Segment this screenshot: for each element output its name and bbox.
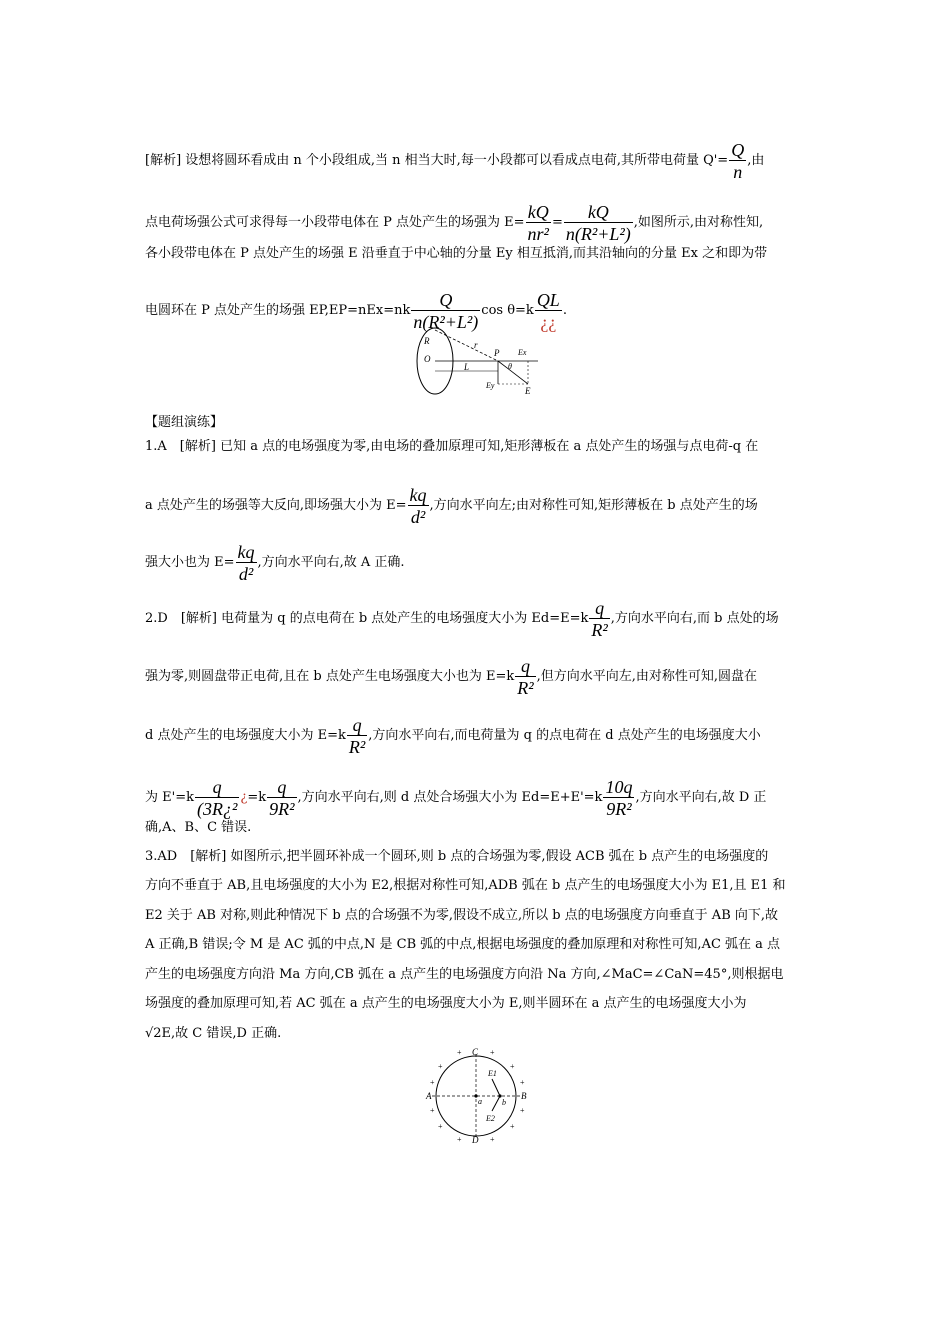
fraction-q-over-n (729, 140, 746, 183)
garbled-glyph: ¿ (240, 790, 248, 805)
q1-line3-text: 强大小也为 E= (145, 555, 235, 570)
q2-line4-end: ,方向水平向右,故 D 正 (635, 790, 767, 805)
frac-num: q (267, 777, 296, 798)
para1-line2-end: ,如图所示,由对称性知, (633, 215, 764, 230)
fig2-label-b: b (502, 1098, 506, 1107)
plus-sign: + (457, 1135, 462, 1143)
q1-line3 (145, 542, 405, 585)
q3-line6: 场强度的叠加原理可知,若 AC 弧在 a 点产生的电场强度大小为 E,则半圆环在 a 点产生的电场强度大小为 (145, 996, 747, 1011)
fig2-label-d: D (472, 1135, 479, 1143)
q2-line4-text: 为 E'=k (145, 790, 194, 805)
para1-line4-end: . (562, 303, 567, 318)
q2-line2-end: ,但方向水平向左,由对称性可知,圆盘在 (536, 669, 758, 684)
plus-sign: + (438, 1062, 443, 1071)
frac-den: d² (238, 564, 254, 584)
fig1-label-r: r (474, 340, 478, 350)
fraction-q-over-r2 (589, 598, 609, 641)
para1-line1-end: ,由 (747, 153, 765, 168)
fig2-label-e1: E1 (488, 1069, 497, 1078)
q3-line4: A 正确,B 错误;令 M 是 AC 弧的中点,N 是 CB 弧的中点,根据电场强度的叠加原理和对称性可知,AC 弧在 a 点 (145, 937, 781, 952)
q3-line5: 产生的电场强度方向沿 Ma 方向,CB 弧在 a 点产生的电场强度方向沿 Na 方向,∠MaC=∠CaN=45°,则根据电 (145, 967, 784, 982)
frac-num: kq (237, 542, 255, 562)
fig1-label-e: E (525, 386, 531, 396)
fig1-label-ex: Ex (518, 348, 527, 357)
plus-sign: + (490, 1135, 495, 1143)
frac-num: q (347, 715, 367, 736)
plus-sign: + (510, 1122, 515, 1131)
frac-num: QL (536, 290, 560, 310)
para1-line2: 点电荷场强公式可求得每一小段带电体在 P 点处产生的场强为 E= $\frac{kQ}{\text{nr²}}$ = $\frac{kQ}{\text{n(R²+L²)}}$ ,如图所示,由对称性知, (145, 202, 764, 244)
q3-line7: √2E,故 C 错误,D 正确. (145, 1026, 282, 1041)
frac-num: q (515, 656, 535, 677)
fig1-label-o: O (424, 354, 431, 364)
plus-sign: + (510, 1062, 515, 1071)
fig1-label-r-radius: R (424, 336, 430, 346)
plus-sign: + (457, 1048, 462, 1057)
frac-den: d² (410, 507, 426, 527)
fraction-kq-over-nrl (564, 202, 633, 245)
fig2-label-e2: E2 (486, 1114, 495, 1123)
q2-line1-text: 2.D [解析] 电荷量为 q 的点电荷在 b 点处产生的电场强度大小为 Ed=E=k (145, 611, 589, 626)
frac-num: Q (731, 140, 745, 160)
ring-field-diagram (410, 326, 540, 396)
q2-line3 (145, 715, 761, 758)
frac-den: R² (517, 678, 534, 698)
frac-den: n(R²+L²) (413, 312, 479, 332)
q3-line3: E2 关于 AB 对称,则此种情况下 b 点的合场强不为零,假设不成立,所以 b 点的电场强度方向垂直于 AB 向下,故 (145, 908, 779, 923)
plus-sign: + (438, 1122, 443, 1131)
para1-line4-text: 电圆环在 P 点处产生的场强 EP,EP=nEx=nk (145, 303, 411, 318)
q3-line1: 3.AD [解析] 如图所示,把半圆环补成一个圆环,则 b 点的合场强为零,假设 ACB 弧在 b 点产生的电场强度的 (145, 849, 769, 864)
frac-num: q (195, 777, 239, 798)
fraction-q-over-r2 (347, 715, 367, 758)
plus-sign: + (490, 1048, 495, 1057)
plus-sign: + (520, 1106, 525, 1115)
fraction-q-over-3r2 (195, 777, 239, 820)
q2-line3-end: ,方向水平向右,而电荷量为 q 的点电荷在 d 点处产生的电场强度大小 (368, 728, 761, 743)
fig2-label-a: a (478, 1097, 482, 1106)
fig2-label-b-upper: B (521, 1091, 527, 1101)
q1-line2-text: a 点处产生的场强等大反向,即场强大小为 E= (145, 498, 407, 513)
para1-line1-text: [解析] 设想将圆环看成由 n 个小段组成,当 n 相当大时,每一小段都可以看成点电荷,其所带电荷量 Q'= (145, 153, 729, 168)
plus-sign: + (430, 1078, 435, 1087)
fraction-q-over-9r2 (267, 777, 296, 820)
para1-line4-mid: cos θ=k (481, 303, 534, 318)
q1-line1: 1.A [解析] 已知 a 点的电场强度为零,由电场的叠加原理可知,矩形薄板在 a 点处产生的场强与点电荷-q 在 (145, 439, 759, 454)
frac-den: nr² (527, 224, 549, 244)
frac-num: Q (411, 290, 480, 311)
frac-den: (3R¿² (196, 799, 238, 819)
q2-line4-mid: =k (247, 790, 267, 805)
charged-ring-diagram (424, 1047, 534, 1143)
q2-line2 (145, 656, 757, 699)
fraction-kq-over-d2 (408, 485, 429, 528)
frac-den: 9R² (269, 799, 295, 819)
q2-line4-mid2: ,方向水平向右,则 d 点处合场强大小为 Ed=E+E'=k (297, 790, 603, 805)
fig1-label-p: P (494, 348, 500, 358)
frac-den: n(R²+L²) (565, 224, 631, 244)
frac-num: q (589, 598, 609, 619)
frac-den: 9R² (606, 799, 632, 819)
q2-line5: 确,A、B、C 错误. (145, 820, 252, 835)
para1-line3: 各小段带电体在 P 点处产生的场强 E 沿垂直于中心轴的分量 Ey 相互抵消,而其沿轴向的分量 Ex 之和即为带 (145, 246, 768, 261)
fraction-10q-over-9r2 (603, 777, 634, 820)
fig2-label-a-upper: A (426, 1091, 432, 1101)
fig2-label-c: C (472, 1047, 479, 1057)
para1-line2-text: 点电荷场强公式可求得每一小段带电体在 P 点处产生的场强为 E= (145, 215, 525, 230)
fraction-kq-over-nr2 (526, 202, 551, 245)
plus-sign: + (430, 1106, 435, 1115)
q1-line2-end: ,方向水平向左;由对称性可知,矩形薄板在 b 点处产生的场 (429, 498, 758, 513)
q2-line3-text: d 点处产生的电场强度大小为 E=k (145, 728, 346, 743)
frac-den: ¿¿ (540, 312, 557, 332)
q1-line3-end: ,方向水平向右,故 A 正确. (257, 555, 405, 570)
q1-line2 (145, 485, 758, 528)
plus-sign: + (520, 1078, 525, 1087)
frac-den: R² (348, 737, 366, 757)
q2-line1 (145, 598, 779, 641)
para1-line1 (145, 140, 764, 183)
frac-num: kq (409, 485, 427, 505)
q2-line4 (145, 777, 766, 820)
fig1-label-theta: θ (508, 362, 512, 371)
frac-den: R² (591, 620, 608, 640)
section-title: 【题组演练】 (145, 415, 224, 430)
fig1-label-l: L (464, 362, 470, 372)
q2-line2-text: 强为零,则圆盘带正电荷,且在 b 点处产生电场强度大小也为 E=k (145, 669, 515, 684)
fig1-label-ey: Ey (486, 381, 495, 390)
q2-line1-end: ,方向水平向右,而 b 点处的场 (610, 611, 779, 626)
frac-num: 10q (605, 777, 633, 797)
frac-den: n (733, 162, 743, 182)
frac-num: kQ (526, 202, 551, 223)
fraction-q-over-r2 (515, 656, 535, 699)
fraction-kq-over-d2 (236, 542, 257, 585)
frac-num: kQ (564, 202, 633, 223)
q3-line2: 方向不垂直于 AB,且电场强度的大小为 E2,根据对称性可知,ADB 弧在 b 点产生的电场强度大小为 E1,且 E1 和 (145, 878, 786, 893)
